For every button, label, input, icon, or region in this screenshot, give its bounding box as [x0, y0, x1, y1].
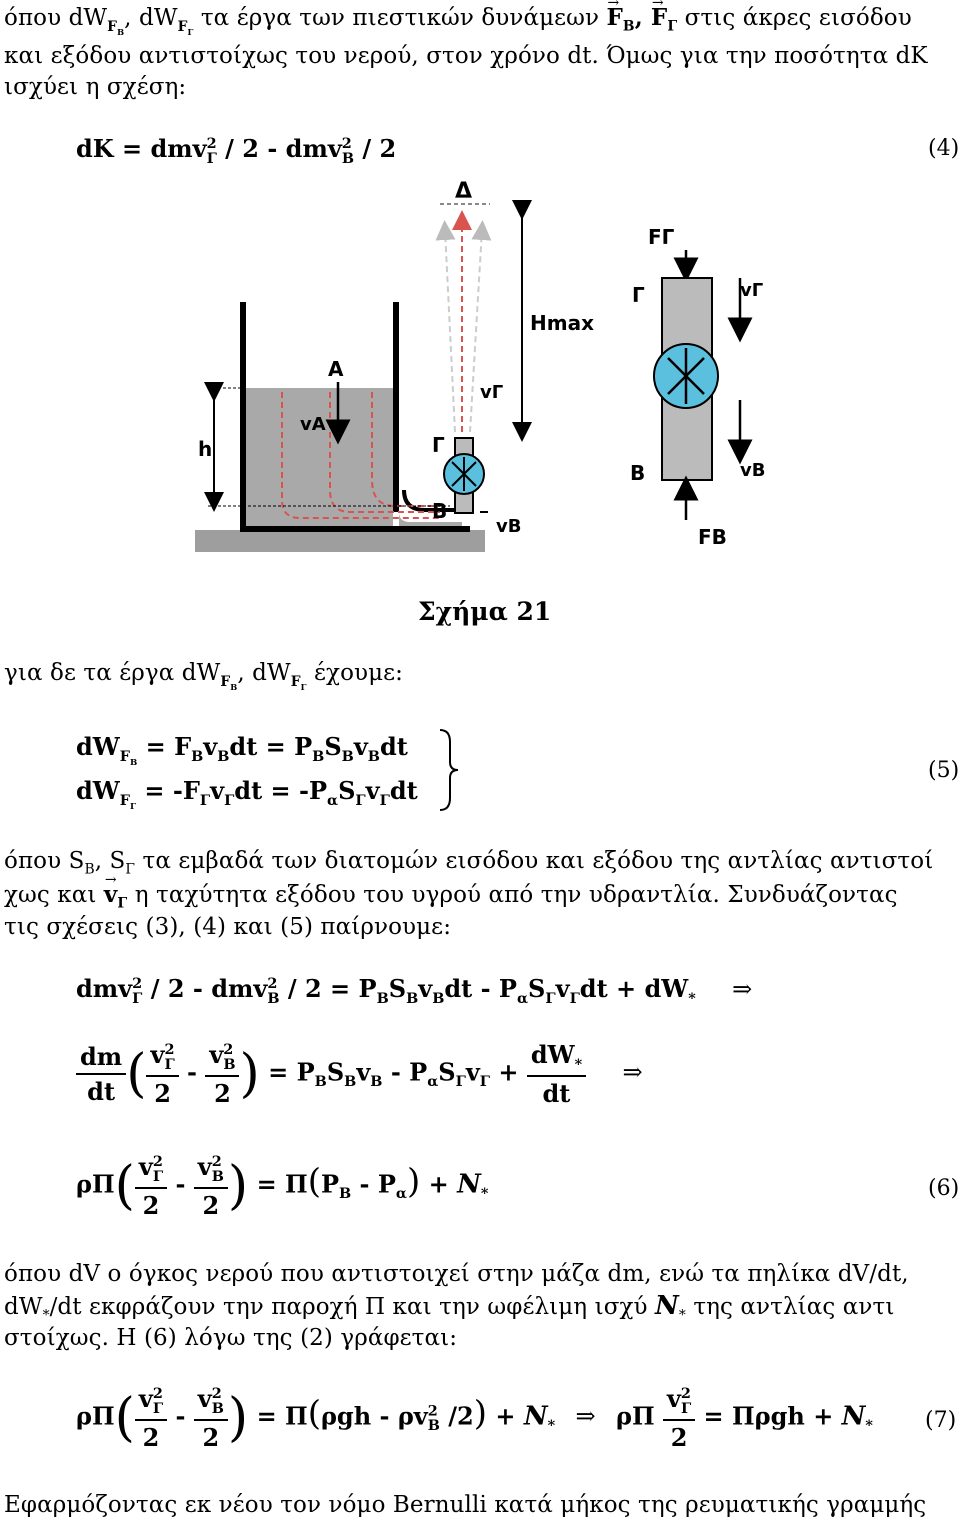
- equation-6-number: (6): [928, 1176, 960, 1201]
- label-vgamma: vΓ: [480, 382, 504, 403]
- label-gamma-right: Γ: [632, 283, 645, 307]
- label-vb-right: vB: [740, 460, 766, 481]
- works-intro: για δε τα έργα $dW_{F_B}$, $dW_{F_\Gamma}$ έχουμε:: [4, 660, 404, 692]
- tank-wall-right: [393, 302, 399, 512]
- paragraph-b-line-1: όπου dV ο όγκος νερού που αντιστοιχεί στην μάζα dm, ενώ τα πηλίκα dV/dt,: [4, 1261, 909, 1287]
- tank-wall-left: [240, 302, 246, 532]
- text-line-1: όπου $dW_{F_B}$, $dW_{F_\Gamma}$ τα έργα των πιεστικών $\delta\upsilon\nu ά\mu\varepsilon\omega\nu \to F_B$, → $F_\Gamma$ στις άκρες εισόδου: [4, 2, 912, 47]
- figure-21: [0, 170, 960, 570]
- paragraph-a-line-3: τις σχέσεις (3), (4) και (5) παίρνουμε:: [4, 914, 452, 940]
- equation-5-number: (5): [928, 758, 960, 783]
- equation-7: ρΠ( $\frac{v^2_\Gamma}{2}$ - $\frac{v^2_B}{2}$ ) = $\Pi(\rho gh - \rho v^2_B$ $/2) + N_*$ ⇒ ρΠ $\frac{v^2_\Gamma}{2}$ = $\Pi\rho gh + N_*$: [76, 1384, 873, 1452]
- paragraph-b-line-3: στοίχως. Η (6) λόγω της (2) γράφεται:: [4, 1325, 458, 1351]
- text-line-2: και εξόδου αντιστοίχως του νερού, στον χρόνο dt. Όμως για την ποσότητα dK: [4, 43, 928, 69]
- figure-caption: Σχήμα 21: [418, 597, 552, 626]
- equation-combined: $dmv^2_\Gamma / 2 - dmv^2_B / 2 = P_BS_Bv_Bdt - P_\alpha S_\Gamma v_\Gamma dt + dW_*$ ⇒: [76, 974, 753, 1007]
- label-vgamma-right: vΓ: [740, 280, 764, 301]
- equation-5-line-1: $dW_{F_B} = F_Bv_Bdt = P_BS_Bv_Bdt$: [76, 732, 408, 768]
- label-hmax: Hmax: [530, 311, 594, 335]
- label-vb: vB: [496, 516, 522, 537]
- label-delta: Δ: [455, 179, 473, 204]
- label-gamma: Γ: [432, 433, 445, 457]
- label-fb: FB: [698, 525, 727, 549]
- equation-4: dK = dmv$^2_\Gamma$ / 2 - dmv$^2_B$ / 2: [76, 134, 397, 167]
- paragraph-a-line-2: χως $\kappa\alpha\iota \to v_\Gamma$ η ταχύτητα εξόδου του υγρού από την υδραντλία. Συνδυάζοντας: [4, 879, 898, 920]
- equation-7-number: (7): [925, 1408, 957, 1433]
- last-line: Εφαρμόζοντας εκ νέου τον νόμο Bernulli κατά μήκος της ρευματικής γραμμής: [4, 1492, 927, 1518]
- equation-derivative: $\frac{dm}{dt}$ ( $\frac{v^2_\Gamma}{2}$ - $\frac{v^2_B}{2}$ ) = $P_BS_Bv_B - P_\alpha S_\Gamma v_\Gamma$ + $\frac{dW_*}{dt}$ ⇒: [76, 1040, 643, 1108]
- equation-4-number: (4): [928, 136, 960, 161]
- text-line-3: ισχύει η σχέση:: [4, 74, 187, 100]
- paragraph-b-line-2: $dW_*/dt$ εκφράζουν την παροχή Π και την ωφέλιμη ισχύ $N_*$ της αντλίας αντι: [4, 1291, 895, 1324]
- paragraph-a-line-1: όπου $S_B$, $S_\Gamma$ τα εμβαδά των διατομών εισόδου και εξόδου της αντλίας αντιστοί: [4, 848, 934, 878]
- brace-icon: [436, 728, 460, 812]
- label-h: h: [198, 437, 213, 461]
- equation-6: ρΠ( $\frac{v^2_\Gamma}{2}$ - $\frac{v^2_B}{2}$ ) = $\Pi(P_B - P_\alpha) + N_*$: [76, 1152, 489, 1220]
- label-b-right: B: [630, 461, 646, 485]
- ground: [195, 530, 485, 552]
- label-fgamma: FΓ: [648, 225, 675, 249]
- label-a: A: [328, 357, 344, 381]
- label-va: vA: [300, 414, 326, 435]
- label-b: B: [432, 499, 448, 523]
- equation-5-line-2: $dW_{F_\Gamma} = -F_\Gamma v_\Gamma dt = -P_\alpha S_\Gamma v_\Gamma dt$: [76, 776, 418, 812]
- water: [246, 388, 393, 526]
- tank-bottom: [240, 526, 470, 532]
